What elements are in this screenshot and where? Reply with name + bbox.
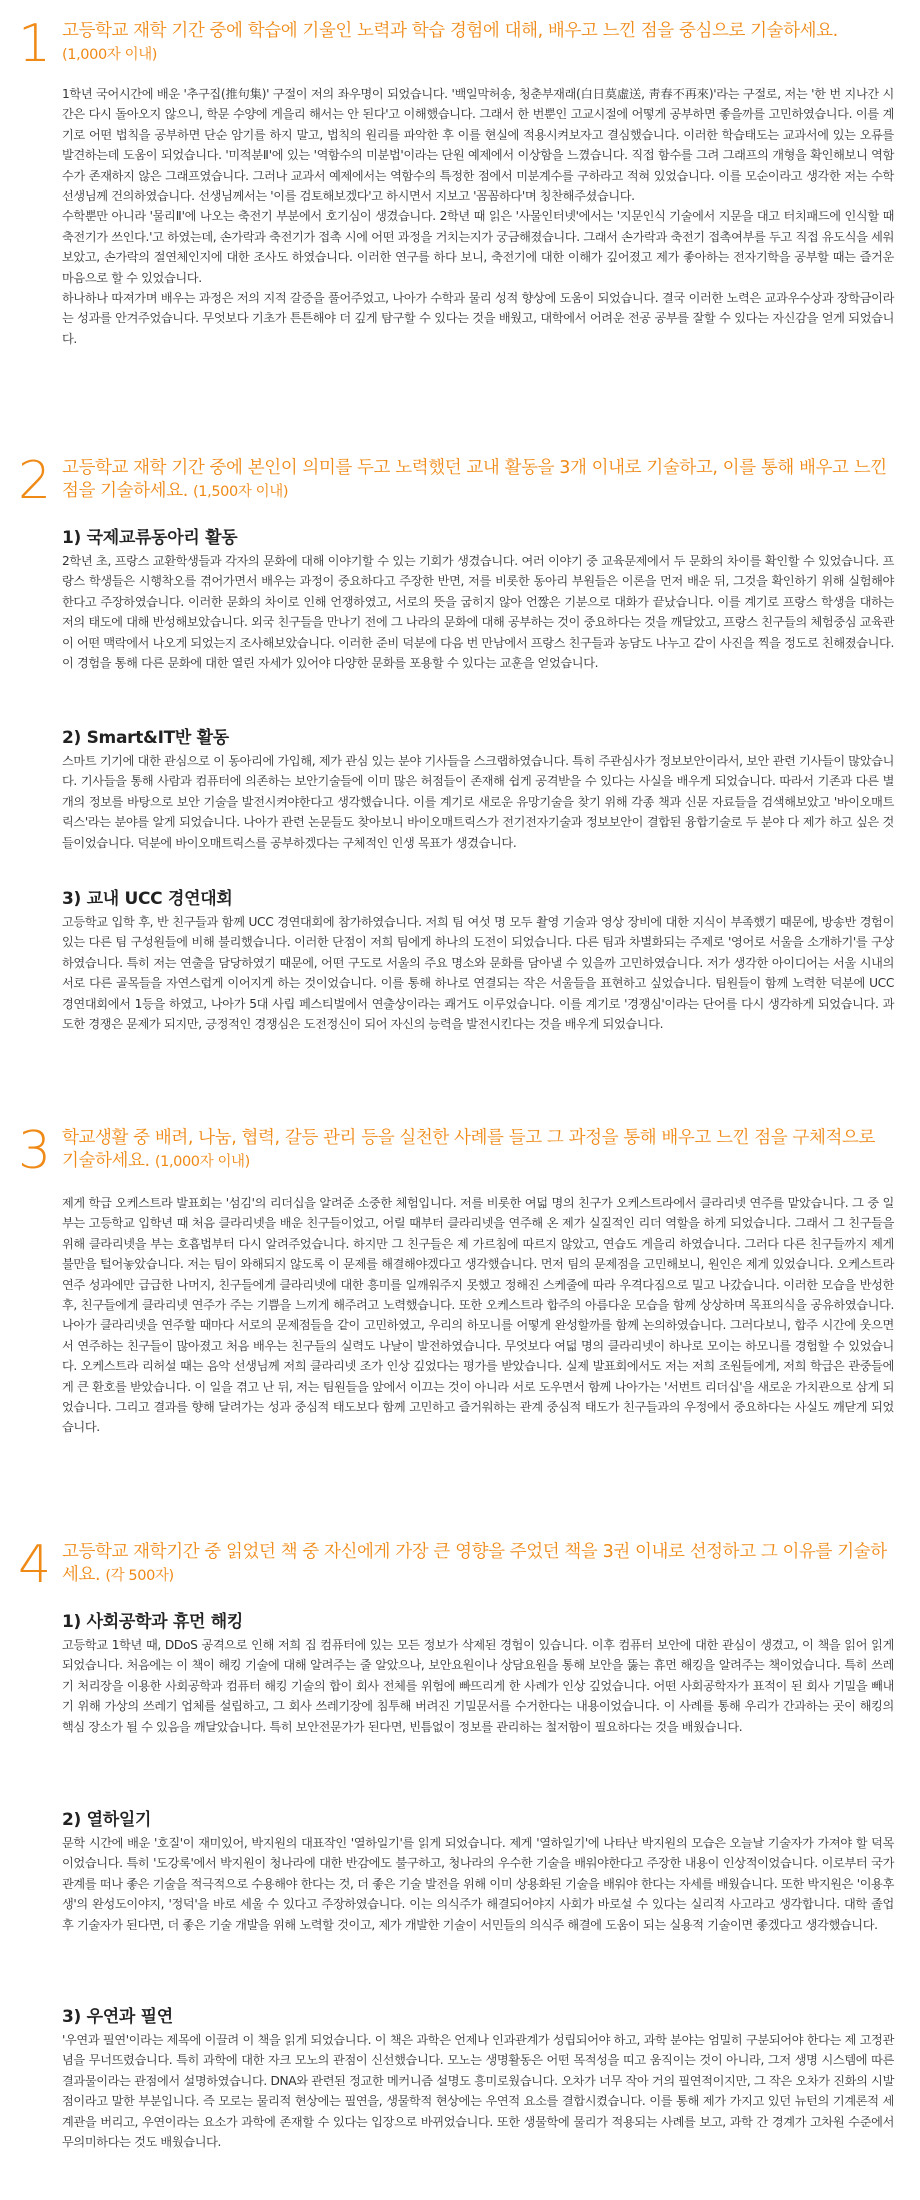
question-number: 4 <box>18 1535 52 1595</box>
item-text: 고등학교 입학 후, 반 친구들과 함께 UCC 경연대회에 참가하였습니다. 저희 팀 여섯 명 모두 촬영 기술과 영상 장비에 대한 지식이 부족했기 때문에, 방송반 경험이 있는 다른 팀 구성원들에 비해 불리했습니다. 이러한 단점이 저희 팀에게 하나의 도전이 되었습니다. 다른 팀과 차별화되는 주제로 '영어로 서울을 소개하기'를 구상하였습니다. 특히 저는 연출을 담당하였기 때문에, 어떤 구도로 서울의 주요 명소와 문화를 담아낼 수 있을까 고민하였습니다. 저가 생각한 아이디어는 서울 시내의 서로 다른 골목들을 자연스럽게 이어지게 하는 것이었습니다. 이를 통해 하나로 연결되는 작은 서울들을 표현하고 싶었습니다. 팀원들이 함께 노력한 덕분에 UCC 경연대회에서 1등을 하였고, 나아가 5대 사립 페스티벌에서 연출상이라는 쾌거도 이루었습니다. 이를 계기로 '경쟁심'이라는 단어를 다시 생각하게 되었습니다. 과도한 경쟁은 문제가 되지만, 긍정적인 경쟁심은 도전정신이 되어 자신의 능력을 발전시킨다는 것을 배우게 되었습니다. <box>62 915 894 1032</box>
question-title <box>62 20 892 67</box>
item-text: 문학 시간에 배운 '호질'이 재미있어, 박지원의 대표작인 '열하일기'를 읽게 되었습니다. 제게 '열하일기'에 나타난 박지원의 모습은 오늘날 기술자가 가져야 할 덕목이었습니다. 특히 '도강록'에서 박지원이 청나라에 대한 반감에도 불구하고, 청나라의 우수한 기술을 배워야한다고 주장한 내용이 인상적이었습니다. 이로부터 국가 관계를 떠나 좋은 기술을 적극적으로 수용해야 한다는 것, 더 좋은 기술 발전을 위해 이미 상용화된 기술을 배워야 한다는 자세를 배웠습니다. 또한 박지원은 '이용후생'의 완성도이야지, '정덕'을 바로 세울 수 있다고 주장하였습니다. 이는 의식주가 해결되어야지 사회가 바로설 수 있다는 실리적 사고라고 생각합니다. 대학 졸업 후 기술자가 된다면, 더 좋은 기술 개발을 위해 노력할 것이고, 제가 개발한 기술이 서민들의 의식주 해결에 도움이 되는 실용적 기술이면 좋겠다고 생각했습니다. <box>62 1836 894 1932</box>
question-number: 1 <box>18 14 52 74</box>
question-text: 학교생활 중 배려, 나눔, 협력, 갈등 관리 등을 실천한 사례를 들고 그 과정을 통해 배우고 느낀 점을 구체적으로 기술하세요. <box>62 1128 875 1171</box>
answer-paragraph: 하나하나 따져가며 배우는 과정은 저의 지적 갈증을 풀어주었고, 나아가 수학과 물리 성적 향상에 도움이 되었습니다. 결국 이러한 노력은 교과우수상과 장학금이라는 성과를 안겨주었습니다. 무엇보다 기초가 튼튼해야 더 깊게 탐구할 수 있다는 것을 배웠고, 대학에서 어려운 전공 공부를 잘할 수 있다는 자신감을 얻게 되었습니다. <box>62 291 894 346</box>
character-limit: (1,000자 이내) <box>154 1154 250 1170</box>
answer-item <box>62 2002 894 2152</box>
character-limit: (1,500자 이내) <box>193 484 289 500</box>
item-heading: 3) 우연과 필연 <box>62 2007 173 2027</box>
item-heading: 3) 교내 UCC 경연대회 <box>62 889 233 909</box>
question-title <box>62 1127 892 1174</box>
item-text: 고등학교 1학년 때, DDoS 공격으로 인해 저희 집 컴퓨터에 있는 모든 정보가 삭제된 경험이 있습니다. 이후 컴퓨터 보안에 대한 관심이 생겼고, 이 책을 읽어 읽게 되었습니다. 처음에는 이 책이 해킹 기술에 대해 알려주는 줄 알았으나, 보안요원이나 상담요원을 통해 보안을 뚫는 휴먼 해킹을 알려주는 책이었습니다. 특히 쓰레기 처리장을 이용한 사회공학과 컴퓨터 해킹 기술의 합이 회사 전체를 위험에 빠뜨리게 한 사례가 인상 깊었습니다. 어떤 사회공학자가 표적이 된 회사 기밀을 빼내기 위해 가상의 쓰레기 업체를 설립하고, 그 회사 쓰레기장에 침투해 버려진 기밀문서를 수거한다는 내용이었습니다. 이 사례를 통해 우리가 간과하는 곳이 해킹의 핵심 장소가 될 수 있음을 깨달았습니다. 특히 보안전문가가 된다면, 빈틈없이 정보를 관리하는 철저함이 필요하다는 것을 배웠습니다. <box>62 1638 894 1734</box>
answer-item <box>62 523 894 673</box>
question-text: 고등학교 재학 기간 중에 본인이 의미를 두고 노력했던 교내 활동을 3개 이내로 기술하고, 이를 통해 배우고 느낀 점을 기술하세요. <box>62 458 887 501</box>
question-title <box>62 1541 892 1588</box>
item-heading: 2) Smart&IT반 활동 <box>62 728 229 748</box>
item-text: 2학년 초, 프랑스 교환학생들과 각자의 문화에 대해 이야기할 수 있는 기회가 생겼습니다. 여러 이야기 중 교육문제에서 두 문화의 차이를 확인할 수 있었습니다. 프랑스 학생들은 시행착오를 겪어가면서 배우는 과정이 중요하다고 주장한 반면, 저를 비롯한 동아리 부원들은 이론을 먼저 배운 뒤, 그것을 확인하기 위해 실험해야 한다고 주장하였습니다. 이러한 문화의 차이로 인해 언쟁하였고, 서로의 뜻을 굽히지 않아 언짢은 기분으로 대화가 끝났습니다. 이를 계기로 프랑스 학생을 대하는 저의 태도에 대해 반성해보았습니다. 외국 친구들을 만나기 전에 그 나라의 문화에 대해 공부하는 것이 중요하다는 것을 깨달았고, 프랑스 친구들의 체험중심 교육관이 어떤 맥락에서 나오게 되었는지 조사해보았습니다. 이러한 준비 덕분에 다음 번 만남에서 프랑스 친구들과 농담도 나누고 같이 사진을 찍을 정도로 친해졌습니다. 이 경험을 통해 다른 문화에 대한 열린 자세가 있어야 다양한 문화를 포용할 수 있다는 교훈을 얻었습니다. <box>62 554 894 671</box>
answer-body <box>62 1193 894 1438</box>
item-text: 스마트 기기에 대한 관심으로 이 동아리에 가입해, 제가 관심 있는 분야 기사들을 스크랩하였습니다. 특히 주관심사가 정보보안이라서, 보안 관련 기사들이 많았습니다. 기사들을 통해 사람과 컴퓨터에 의존하는 보안기술들에 이미 많은 허점들이 존재해 쉽게 공격받을 수 있다는 사실을 배우게 되었습니다. 따라서 기존과 다른 별개의 정보를 바탕으로 보안 기술을 발전시켜야한다고 생각했습니다. 이를 계기로 새로운 유망기술을 찾기 위해 각종 책과 신문 자료들을 검색해보았고 '바이오매트릭스'라는 분야를 알게 되었습니다. 나아가 관련 논문들도 찾아보니 바이오매트릭스가 전기전자기술과 정보보안이 결합된 융합기술로 두 분야 다 제가 하고 싶은 것들이었습니다. 덕분에 바이오매트릭스를 공부하겠다는 구체적인 인생 목표가 생겼습니다. <box>62 754 894 850</box>
answer-item <box>62 1805 894 1935</box>
answer-paragraph: 수학뿐만 아니라 '물리Ⅱ'에 나오는 축전기 부분에서 호기심이 생겼습니다. 2학년 때 읽은 '사물인터넷'에서는 '지문인식 기술에서 지문을 대고 터치패드에 인식할 때 축전기가 쓰인다.'고 하였는데, 손가락과 축전기가 접촉 시에 어떤 과정을 거치는지가 궁금해졌습니다. 그래서 손가락과 축전기 접촉여부를 두고 직접 유도식을 세워보았고, 손가락의 절연체인지에 대한 조사도 하였습니다. 이러한 연구를 하다 보니, 축전기에 대한 이해가 깊어졌고 제가 좋아하는 전자기학을 공부할 때는 즐거운 마음으로 할 수 있었습니다. <box>62 209 894 285</box>
item-heading: 2) 열하일기 <box>62 1810 152 1830</box>
question-title <box>62 457 892 504</box>
item-heading: 1) 국제교류동아리 활동 <box>62 528 238 548</box>
answer-item <box>62 1607 894 1737</box>
question-number: 3 <box>18 1121 52 1181</box>
answer-item <box>62 884 894 1034</box>
character-limit: (1,000자 이내) <box>62 47 158 63</box>
answer-item <box>62 723 894 853</box>
answer-paragraph: 1학년 국어시간에 배운 '추구집(推句集)' 구절이 저의 좌우명이 되었습니다. '백일막허송, 청춘부재래(白日莫虛送, 靑春不再來)'라는 구절로, 저는 '한 번 지나간 시간은 다시 돌아오지 않으니, 학문 수양에 게을리 해서는 안 된다'고 이해했습니다. 그래서 한 번뿐인 고교시절에 어떻게 공부하면 좋을까를 고민하였습니다. 이를 계기로 어떤 법칙을 공부하면 단순 암기를 하지 말고, 법칙의 원리를 파악한 후 이를 현실에 적용시켜보자고 결심했습니다. 이러한 학습태도는 교과서에 있는 오류를 발견하는데 도움이 되었습니다. '미적분Ⅱ'에 있는 '역함수의 미분법'이라는 단원 예제에서 이상함을 느꼈습니다. 직접 함수를 그려 그래프의 개형을 확인해보니 역함수가 존재하지 않은 그래프였습니다. 그러나 교과서 예제에서는 역함수의 특정한 점에서 미분계수를 구하라고 적혀 있었습니다. 이를 모순이라고 생각한 저는 수학선생님께 건의하였습니다. 선생님께서는 '이를 검토해보겠다'고 하시면서 지보고 '꼼꼼하다'며 칭찬해주셨습니다. <box>62 87 895 204</box>
character-limit: (각 500자) <box>105 1568 174 1584</box>
question-text: 고등학교 재학 기간 중에 학습에 기울인 노력과 학습 경험에 대해, 배우고 느낀 점을 중심으로 기술하세요. <box>62 21 838 41</box>
item-text: '우연과 필연'이라는 제목에 이끌려 이 책을 읽게 되었습니다. 이 책은 과학은 언제나 인과관계가 성립되어야 하고, 과학 분야는 엄밀히 구분되어야 한다는 제 고정관념을 무너뜨렸습니다. 특히 과학에 대한 자크 모노의 관점이 신선했습니다. 모노는 생명활동은 어떤 목적성을 띠고 움직이는 것이 아니라, 그저 생명 시스템에 따른 결과물이라는 관점에서 설명하였습니다. DNA와 관련된 정교한 메커니즘 설명도 흥미로웠습니다. 오차가 너무 작아 거의 필연적이지만, 그 작은 오차가 진화의 시발점이라고 말한 부분입니다. 즉 모로는 물리적 현상에는 필연을, 생물학적 현상에는 우연적 요소를 결합시켰습니다. 이를 통해 제가 가지고 있던 뉴턴의 기계론적 세계관을 버리고, 우연이라는 요소가 과학에 존재할 수 있다는 입장으로 바뀌었습니다. 또한 생물학에 물리가 적용되는 사례를 보고, 과학 간 경계가 고차원 수준에서 무의미하다는 것도 배웠습니다. <box>62 2033 894 2150</box>
item-heading: 1) 사회공학과 휴먼 해킹 <box>62 1612 243 1632</box>
question-number: 2 <box>18 451 52 511</box>
question-text: 고등학교 재학기간 중 읽었던 책 중 자신에게 가장 큰 영향을 주었던 책을 3권 이내로 선정하고 그 이유를 기술하세요. <box>62 1542 887 1585</box>
answer-body <box>62 84 894 349</box>
answer-paragraph: 제게 학급 오케스트라 발표회는 '섬김'의 리더십을 알려준 소중한 체험입니다. 저를 비롯한 여덟 명의 친구가 오케스트라에서 클라리넷 연주를 맡았습니다. 그 중 일부는 고등학교 입학년 때 처음 클라리넷을 배운 친구들이었고, 어릴 때부터 클라리넷을 연주해 온 제가 실질적인 리더 역할을 하게 되었습니다. 그래서 그 친구들을 위해 클라리넷을 부는 호흡법부터 다시 알려주었습니다. 하지만 그 친구들은 제 가르침에 따르지 않았고, 연습도 게을리 하였습니다. 그러다 다른 친구들까지 제게 불만을 털어놓았습니다. 저는 팀이 와해되지 않도록 이 문제를 해결해야겠다고 생각했습니다. 먼저 팀의 문제점을 고민해보니, 원인은 제게 있었습니다. 오케스트라 연주 성과에만 급급한 나머지, 친구들에게 클라리넷에 대한 흥미를 일깨워주지 못했고 정해진 스케줄에 따라 우격다짐으로 밀고 나갔습니다. 이러한 모습을 반성한 후, 친구들에게 클라리넷 연주가 주는 기쁨을 느끼게 해주려고 노력했습니다. 또한 오케스트라 합주의 아름다운 모습을 함께 상상하며 목표의식을 공유하였습니다. 나아가 클라리넷을 연주할 때마다 서로의 문제점들을 같이 고민하였고, 우리의 하모니를 어떻게 완성할까를 함께 논의하였습니다. 그러다보니, 합주 시간에 웃으면서 연주하는 친구들이 많아졌고 처음 배우는 친구들의 실력도 나날이 발전하였습니다. 무엇보다 여덟 명의 클라리넷이 하나로 모이는 하모니를 경험할 수 있었습니다. 오케스트라 리허설 때는 음악 선생님께 저희 클라리넷 조가 인상 깊었다는 평가를 받았습니다. 실제 발표회에서도 저는 저희 조원들에게, 저희 학급은 관중들에게 큰 환호를 받았습니다. 이 일을 겪고 난 뒤, 저는 팀원들을 앞에서 이끄는 것이 아니라 서로 도우면서 함께 나아가는 '서번트 리더십'을 새로운 가치관으로 삼게 되었습니다. 그리고 결과를 향해 달려가는 성과 중심적 태도보다 함께 고민하고 즐거워하는 관계 중심적 태도가 친구들과의 우정에서 중요하다는 사실도 깨닫게 되었습니다. <box>62 1196 894 1435</box>
